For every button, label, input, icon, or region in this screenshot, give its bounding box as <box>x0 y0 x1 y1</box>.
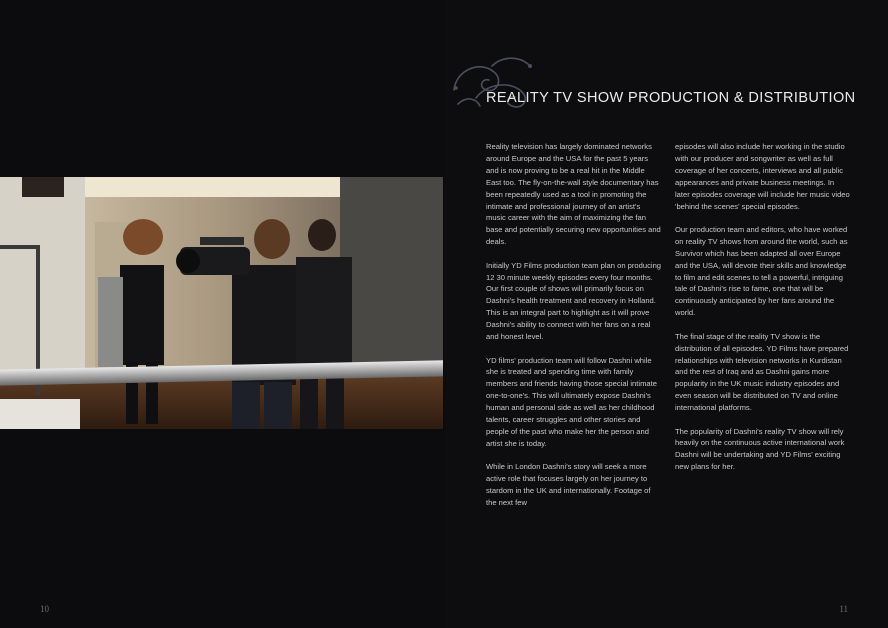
decorative-swirl-ornament <box>446 50 536 120</box>
paragraph: The final stage of the reality TV show is the distribution of all episodes. YD Films have prepared relationships with television networks in Kurdistan and the rest of Iraq and as Dashni gains more popularity in the UK music industry episodes and even season will be distributed on TV and online international platforms. <box>675 331 849 413</box>
paragraph: The popularity of Dashni's reality TV show will rely heavily on the continuous active international work Dashni will be undertaking and YD Films' exciting new plans for her. <box>675 426 845 472</box>
paragraph: YD films' production team will follow Dashni while she is treated and spending time with family members and friends having those special intimate one-to-one's. This will ultimately expose Dashni's human and personal side as well as her childhood talents, career struggles and other stories and people of the past who make her the person and artist she is today. <box>486 355 657 448</box>
left-page-number: 10 <box>40 604 49 614</box>
paragraph: Initially YD Films production team plan on producing 12 30 minute weekly episodes every four months. Our first couple of shows will primarily focus on Dashni's health treatment and recovery in Holland. This is an integral part to highlight as it will prove Dashni's ability to connect with her fans on a real and honest level. <box>486 260 662 342</box>
text-column-2 <box>675 141 851 485</box>
text-column-1 <box>486 141 662 520</box>
right-page-number: 11 <box>839 604 848 614</box>
film-crew-photo-illustration <box>0 177 444 429</box>
paragraph: episodes will also include her working in the studio with our producer and songwriter as well as full coverage of her concerts, interviews and all public appearances and private business meetings. In later episodes coverage will include her music video 'behind the scenes' special episodes. <box>675 142 850 211</box>
paragraph: Reality television has largely dominated networks around Europe and the USA for the past 5 years and is now proving to be a real hit in the Middle East too. The fly-on-the-wall style documentary has been repeatedly used as a tool in promoting the intimate and professional journey of an artist's music career with the aim of maximizing the fan base and potentially securing new opportunities and deals. <box>486 142 661 247</box>
paragraph: Our production team and editors, who have worked on reality TV shows from around the world, such as Survivor which has been adapted all over Europe and the USA, will devote their skills and knowledge to film and edit scenes to tell a powerful, intriguing tale of Dashni's rise to fame, one that will be continuously anticipated by her fans around the world. <box>675 224 848 318</box>
article-title: REALITY TV SHOW PRODUCTION & DISTRIBUTION <box>486 90 856 106</box>
paragraph: While in London Dashni's story will seek a more active role that focuses largely on her journey to stardom in the UK and internationally. Footage of the next few <box>486 462 651 507</box>
film-crew-photo <box>0 177 444 429</box>
